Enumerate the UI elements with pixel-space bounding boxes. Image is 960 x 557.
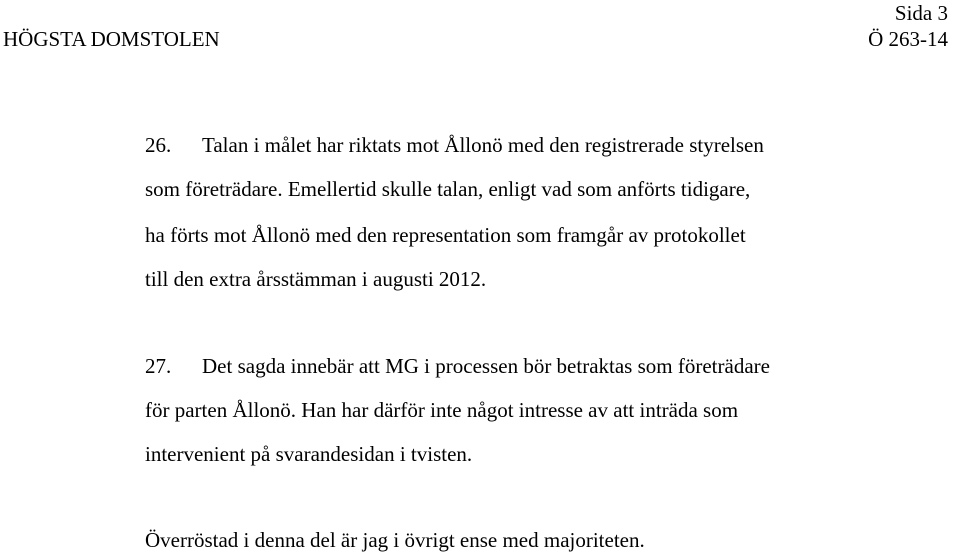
paragraph-line: ha förts mot Ållonö med den representation som framgår av protokollet xyxy=(145,223,746,247)
paragraph-line: till den extra årsstämman i augusti 2012. xyxy=(145,267,487,291)
paragraph-text: Talan i målet har riktats mot Ållonö med den registrerade styrelsen xyxy=(202,133,764,157)
paragraph-line: intervenient på svarandesidan i tvisten. xyxy=(145,442,473,466)
paragraph-line: som företrädare. Emellertid skulle talan, enligt vad som anförts tidigare, xyxy=(145,177,751,201)
paragraph-line xyxy=(145,353,770,379)
case-number: Ö 263-14 xyxy=(868,27,948,51)
paragraph-number: 27. xyxy=(145,354,172,378)
page-number: Sida 3 xyxy=(894,1,948,25)
closing-statement: Överröstad i denna del är jag i övrigt ense med majoriteten. xyxy=(145,528,645,552)
paragraph-text: Det sagda innebär att MG i processen bör betraktas som företrädare xyxy=(202,354,770,378)
paragraph-line: för parten Ållonö. Han har därför inte något intresse av att inträda som xyxy=(145,398,739,422)
court-name: HÖGSTA DOMSTOLEN xyxy=(3,27,220,51)
paragraph-number: 26. xyxy=(145,133,172,157)
paragraph-line xyxy=(145,132,764,158)
